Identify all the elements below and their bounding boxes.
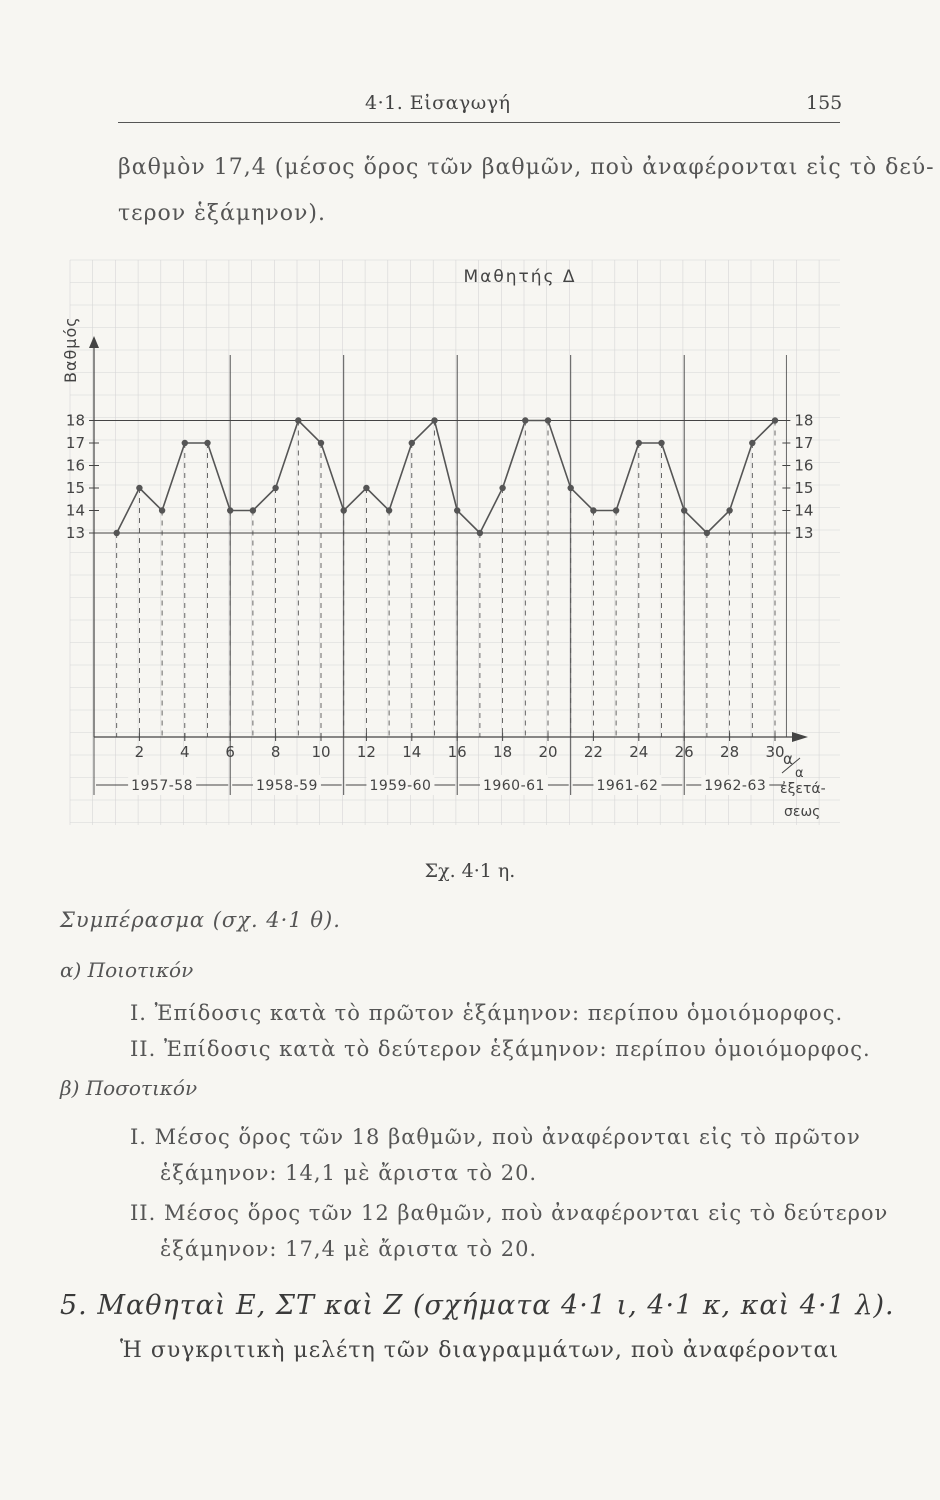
- data-point: [250, 507, 256, 513]
- period-label: 1962-63: [704, 778, 767, 794]
- x-tick-label: 18: [493, 743, 513, 761]
- intro-line-2: τερον ἑξάμηνον).: [118, 201, 326, 226]
- data-point: [114, 530, 120, 536]
- intro-line-1: βαθμὸν 17,4 (μέσος ὅρος τῶν βαθμῶν, ποὺ ἀναφέρονται εἰς τὸ δεύ-: [118, 155, 935, 180]
- data-point: [704, 530, 710, 536]
- y-tick-label: 15: [65, 479, 85, 497]
- figure-chart: [60, 250, 850, 840]
- period-label: 1958-59: [255, 778, 318, 794]
- y-axis-label: Βαθμός: [61, 316, 80, 383]
- figure-caption: Σχ. 4·1 η.: [424, 860, 516, 882]
- quantitative-label: β) Ποσοτικόν: [60, 1076, 198, 1100]
- page-header: [0, 92, 940, 122]
- data-point: [522, 417, 528, 423]
- x-tick-label: 12: [356, 743, 376, 761]
- y-tick-label-right: 14: [794, 501, 814, 520]
- section-5-text: Ἡ συγκριτικὴ μελέτη τῶν διαγραμμάτων, ποὺ ἀναφέρονται: [120, 1338, 840, 1363]
- data-point: [454, 507, 460, 513]
- quantitative-item-2b: ἑξάμηνον: 17,4 μὲ ἄριστα τὸ 20.: [160, 1237, 538, 1261]
- y-tick-label-right: 18: [794, 411, 814, 430]
- data-point: [772, 417, 778, 423]
- y-tick-label-right: 13: [794, 524, 814, 542]
- data-point: [182, 440, 188, 446]
- qualitative-item-2: II. Ἐπίδοσις κατὰ τὸ δεύτερον ἑξάμηνον: περίπου ὁμοιόμορφος.: [130, 1037, 871, 1061]
- conclusion-heading: Συμπέρασμα (σχ. 4·1 θ).: [60, 908, 341, 932]
- header-rule: [118, 122, 840, 123]
- period-label: 1959-60: [369, 778, 432, 794]
- x-tick-label: 6: [225, 743, 235, 761]
- x-tick-label: 26: [674, 743, 694, 761]
- y-tick-label: 18: [65, 411, 85, 430]
- series-line: [117, 421, 775, 534]
- running-title: 4·1. Εἰσαγωγή: [365, 92, 511, 114]
- x-tick-label: 2: [134, 743, 145, 761]
- data-point: [136, 485, 142, 491]
- quantitative-item-2a: II. Μέσος ὅρος τῶν 12 βαθμῶν, ποὺ ἀναφέρονται εἰς τὸ δεύτερον: [130, 1201, 889, 1225]
- data-point: [386, 507, 392, 513]
- data-point: [477, 530, 483, 536]
- y-tick-label: 16: [65, 456, 85, 475]
- data-point: [749, 440, 755, 446]
- data-point: [159, 507, 165, 513]
- x-tick-label: 4: [180, 743, 190, 761]
- data-point: [681, 507, 687, 513]
- qualitative-item-1: I. Ἐπίδοσις κατὰ τὸ πρῶτον ἑξάμηνον: περίπου ὁμοιόμορφος.: [130, 1001, 844, 1025]
- period-label: 1961-62: [596, 778, 659, 794]
- period-label: 1957-58: [131, 778, 194, 794]
- data-point: [295, 417, 301, 423]
- y-tick-label: 17: [65, 434, 85, 452]
- x-tick-label: 28: [720, 743, 740, 761]
- y-tick-label-right: 15: [794, 479, 814, 497]
- data-point: [590, 507, 596, 513]
- x-axis-label-denominator: α: [795, 766, 804, 781]
- x-tick-label: 8: [270, 743, 281, 761]
- data-point: [613, 507, 619, 513]
- data-point: [409, 440, 415, 446]
- x-tick-label: 20: [538, 743, 558, 761]
- chart-title: Μαθητής Δ: [463, 267, 577, 287]
- period-label: 1960-61: [482, 778, 545, 794]
- data-point: [318, 440, 324, 446]
- data-point: [204, 440, 210, 446]
- chart-svg: [60, 250, 850, 840]
- x-tick-label: 24: [629, 743, 649, 761]
- data-point: [499, 485, 505, 491]
- x-axis-label-word-1: ἐξετά-: [780, 781, 826, 797]
- x-tick-label: 14: [402, 743, 422, 761]
- x-axis-label-word-2: σεως: [784, 804, 821, 820]
- y-tick-label: 14: [65, 501, 85, 520]
- data-point: [636, 440, 642, 446]
- data-point: [227, 507, 233, 513]
- quantitative-item-1a: I. Μέσος ὅρος τῶν 18 βαθμῶν, ποὺ ἀναφέρονται εἰς τὸ πρῶτον: [130, 1125, 861, 1149]
- data-point: [363, 485, 369, 491]
- data-point: [726, 507, 732, 513]
- data-point: [545, 417, 551, 423]
- x-tick-label: 16: [447, 743, 467, 761]
- y-tick-label-right: 16: [794, 456, 814, 475]
- data-point: [568, 485, 574, 491]
- data-point: [341, 507, 347, 513]
- x-tick-label: 22: [583, 743, 603, 761]
- y-axis-arrow: [89, 336, 99, 348]
- data-point: [658, 440, 664, 446]
- x-tick-label: 10: [311, 743, 331, 761]
- section-5-heading: 5. Μαθηταὶ Ε, ΣΤ καὶ Ζ (σχήματα 4·1 ι, 4·1 κ, καὶ 4·1 λ).: [60, 1290, 895, 1321]
- y-tick-label: 13: [65, 524, 85, 542]
- data-point: [272, 485, 278, 491]
- y-tick-label-right: 17: [794, 434, 814, 452]
- x-axis-arrow: [792, 732, 808, 742]
- data-point: [431, 417, 437, 423]
- qualitative-label: α) Ποιοτικόν: [60, 958, 194, 982]
- page-number: 155: [806, 92, 843, 114]
- quantitative-item-1b: ἑξάμηνον: 14,1 μὲ ἄριστα τὸ 20.: [160, 1161, 538, 1185]
- x-tick-label: 30: [765, 743, 785, 761]
- x-axis-label-numerator: α: [783, 750, 793, 768]
